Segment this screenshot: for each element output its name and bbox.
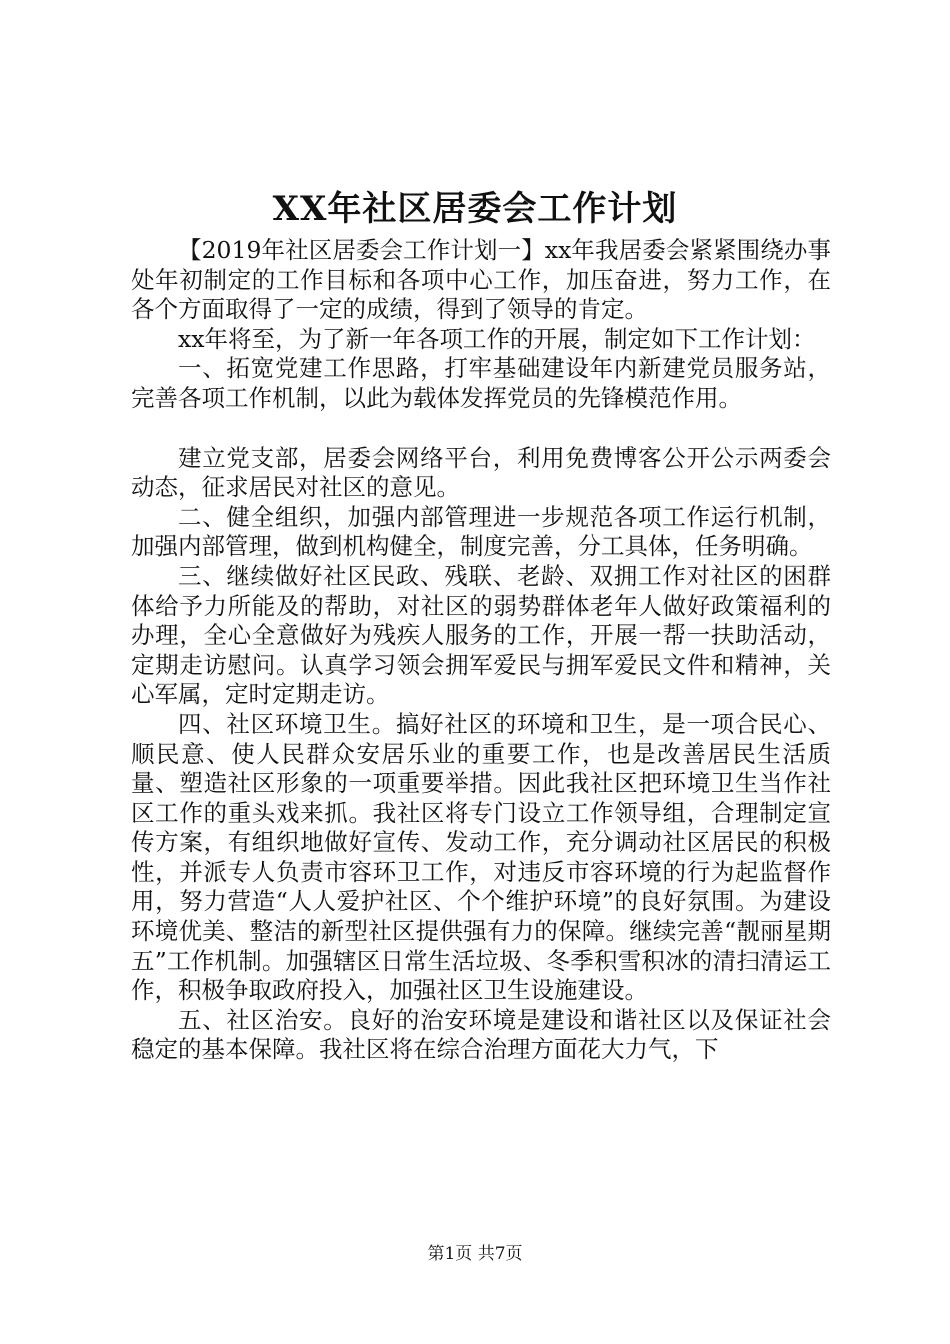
paragraph-section-4: 四、社区环境卫生。搞好社区的环境和卫生，是一项合民心、顺民意、使人民群众安居乐业的重要工作，也是改善居民生活质量、塑造社区形象的一项重要举措。因此我社区把环境卫生当作社区工作的重头戏来抓。我社区将专门设立工作领导组，合理制定宣传方案，有组织地做好宣传、发动工作，充分调动社区居民的积极性，并派专人负责市容环卫工作，对违反市容环境的行为起监督作用，努力营造“人人爱护社区、个个维护环境”的良好氛围。为建设环境优美、整洁的新型社区提供强有力的保障。继续完善“靓丽星期五”工作机制。加强辖区日常生活垃圾、冬季积雪积冰的清扫清运工作，积极争取政府投入，加强社区卫生设施建设。 (131, 709, 831, 1005)
paragraph-section-3: 三、继续做好社区民政、残联、老龄、双拥工作对社区的困群体给予力所能及的帮助，对社区的弱势群体老年人做好政策福利的办理，全心全意做好为残疾人服务的工作，开展一帮一扶助活动，定期走访慰问。认真学习领会拥军爱民与拥军爱民文件和精神，关心军属，定时定期走访。 (131, 561, 831, 709)
paragraph-plan-lead: xx年将至，为了新一年各项工作的开展，制定如下工作计划： (178, 324, 816, 353)
page-number-footer: 第1页 共7页 (427, 1244, 523, 1264)
paragraph-party-branch: 建立党支部，居委会网络平台，利用免费博客公开公示两委会动态，征求居民对社区的意见。 (131, 443, 831, 502)
paragraph-intro: 【2019年社区居委会工作计划一】xx年我居委会紧紧围绕办事处年初制定的工作目标和各项中心工作，加压奋进，努力工作，在各个方面取得了一定的成绩，得到了领导的肯定。 (131, 236, 831, 324)
paragraph-section-5: 五、社区治安。良好的治安环境是建设和谐社区以及保证社会稳定的基本保障。我社区将在综合治理方面花大力气，下 (131, 1005, 831, 1064)
document-body (131, 236, 831, 1065)
paragraph-section-1: 一、拓宽党建工作思路，打牢基础建设年内新建党员服务站，完善各项工作机制，以此为载体发挥党员的先锋模范作用。 (131, 354, 831, 412)
document-title: XX年社区居委会工作计划 (272, 189, 678, 229)
paragraph-section-2: 二、健全组织，加强内部管理进一步规范各项工作运行机制，加强内部管理，做到机构健全，制度完善，分工具体，任务明确。 (131, 502, 831, 561)
paragraph-gap (131, 414, 831, 444)
